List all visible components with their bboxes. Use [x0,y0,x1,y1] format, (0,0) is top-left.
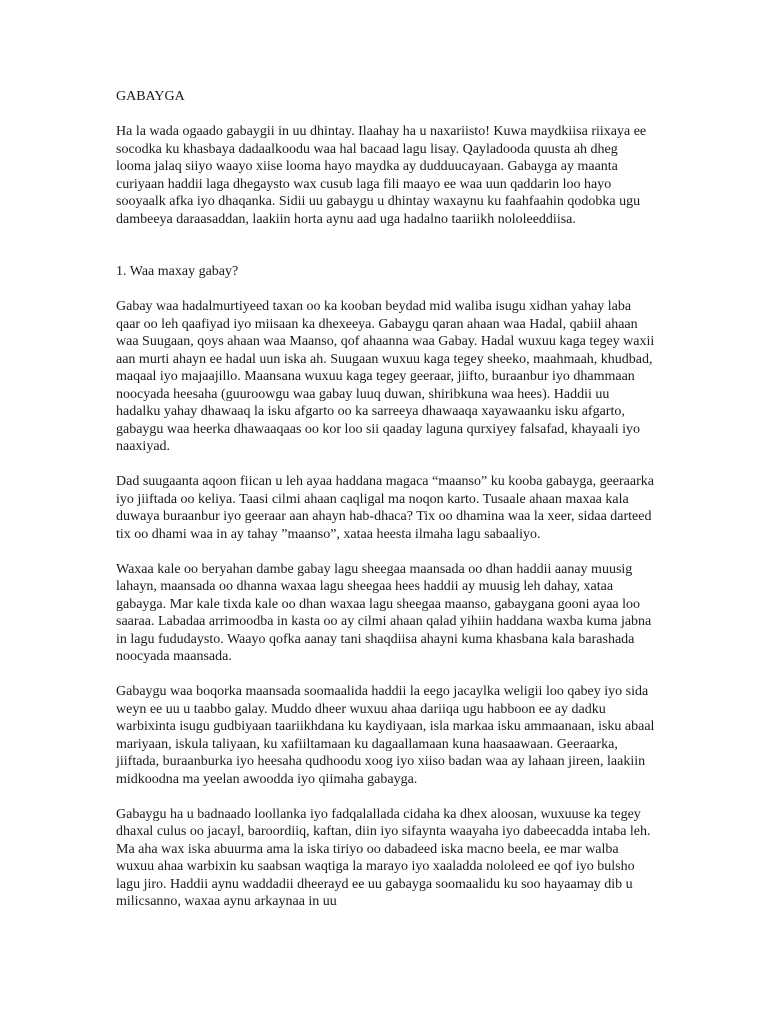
body-paragraph: Gabaygu ha u badnaado loollanka iyo fadqalallada cidaha ka dhex aloosan, wuxuuse ka tegey dhaxal culus oo jacayl, baroordiiq, kaftan, diin iyo sifaynta waayaha iyo dabeecadda intaba leh. Ma aha wax iska abuurma ama la iska tiriyo oo dabadeed iska macno beela, ee mar walba wuxuu ahaa warbixin ku saabsan waqtiga la marayo iyo xaaladda nololeed ee qof iyo bulsho lagu jiro. Haddii aynu waddadii dheerayd ee uu gabayga soomaalidu ku soo hayaamay dib u milicsanno, waxaa aynu arkaynaa in uu [116,806,651,909]
body-paragraph: Waxaa kale oo beryahan dambe gabay lagu sheegaa maansada oo dhan haddii aanay muusig lahayn, maansada oo dhanna waxaa lagu sheegaa hees haddii ay muusig leh dahay, xataa gabayga. Mar kale tixda kale oo dhan waxaa lagu sheegaa maanso, gabaygana gooni ayaa loo saaraa. Labadaa arrimoodba in kasta oo ay cilmi ahaan qalad yihiin haddana waxba kuma jabna in lagu fududaysto. Waayo qofka aanay tani shaqdiisa ahayni kuma khasbana kala barashada noocyada maansada. [116,561,652,664]
intro-paragraph: Ha la wada ogaado gabaygii in uu dhintay. Ilaahay ha u naxariisto! Kuwa maydkiisa riixaya ee socodka ku khasbaya dadaalkoodu waa hal bacaad lagu lisay. Qayladooda quusta ah dheg looma jalaq siiyo waayo xiise looma hayo maydka ay dudduucayaan. Gabayga ay maanta curiyaan haddii laga dhegaysto wax cusub laga fili maayo ee waa uun qaddarin loo hayo sooyaalk afka iyo dhaqanka. Sidii uu gabaygu u dhintay waxaynu ku faahfaahin qodobka ugu dambeeya daraasaddan, laakiin horta aynu aad uga hadalno taariikh nololeeddiisa. [116,124,647,227]
body-paragraph: Dad suugaanta aqoon fiican u leh ayaa haddana magaca “maanso” ku kooba gabayga, geeraarka iyo jiiftada oo keliya. Taasi cilmi ahaan caqligal ma noqon karto. Tusaale ahaan maxaa kala duwaya buraanbur iyo geeraar aan ahayn hab-dhaca? Tix oo dhamina waa la xeer, sidaa darteed tix oo dhami waa in ay tahay ”maanso”, xataa heesta ilmaha lagu sabaaliyo. [116,474,654,542]
body-paragraph: Gabay waa hadalmurtiyeed taxan oo ka kooban beydad mid waliba isugu xidhan yahay laba qaar oo leh qaafiyad iyo miisaan ka dhexeeya. Gabaygu qaran ahaan waa Hadal, qabiil ahaan waa Suugaan, qoys ahaan waa Maanso, qof ahaanna waa Gabay. Hadal wuxuu kaga tegey waxii aan murti ahayn ee hadal uun iska ah. Suugaan wuxuu kaga tegey sheeko, maahmaah, khudbad, maqaal iyo majaajillo. Maansana wuxuu kaga tegey geeraar, jiifto, buraanbur iyo dhammaan noocyada heesaha (guuroowgu waa gabay luuq duwan, shiribkuna waa hees). Haddii uu hadalku yahay dhawaaq la isku afgarto oo ka sarreeya dhawaaqa xayawaanku isku afgarto, gabaygu waa heerka dhawaaqaas oo kor loo sii qaaday laguna qurxiyey falsafad, khayaali iyo naaxiyad. [116,299,655,454]
document-title: GABAYGA [116,89,185,104]
document-page [116,88,656,928]
body-paragraph: Gabaygu waa boqorka maansada soomaalida haddii la eego jacaylka weligii loo qabey iyo sida weyn ee uu u taabbo galay. Muddo dheer wuxuu ahaa dariiqa ugu habboon ee ay dadku warbixinta isugu gudbiyaan taariikhdana ku kaydiyaan, isla markaa isku ammaanaan, isku abaal mariyaan, iskula taliyaan, ku xafiiltamaan ku dagaallamaan kuna haasaawaan. Geeraarka, jiiftada, buraanburka iyo heesaha qudhoodu xoog iyo xiiso badan waa ay lahaan jireen, laakiin midkoodna ma yeelan awoodda iyo qiimaha gabayga. [116,684,655,787]
section-heading: 1. Waa maxay gabay? [116,264,239,279]
